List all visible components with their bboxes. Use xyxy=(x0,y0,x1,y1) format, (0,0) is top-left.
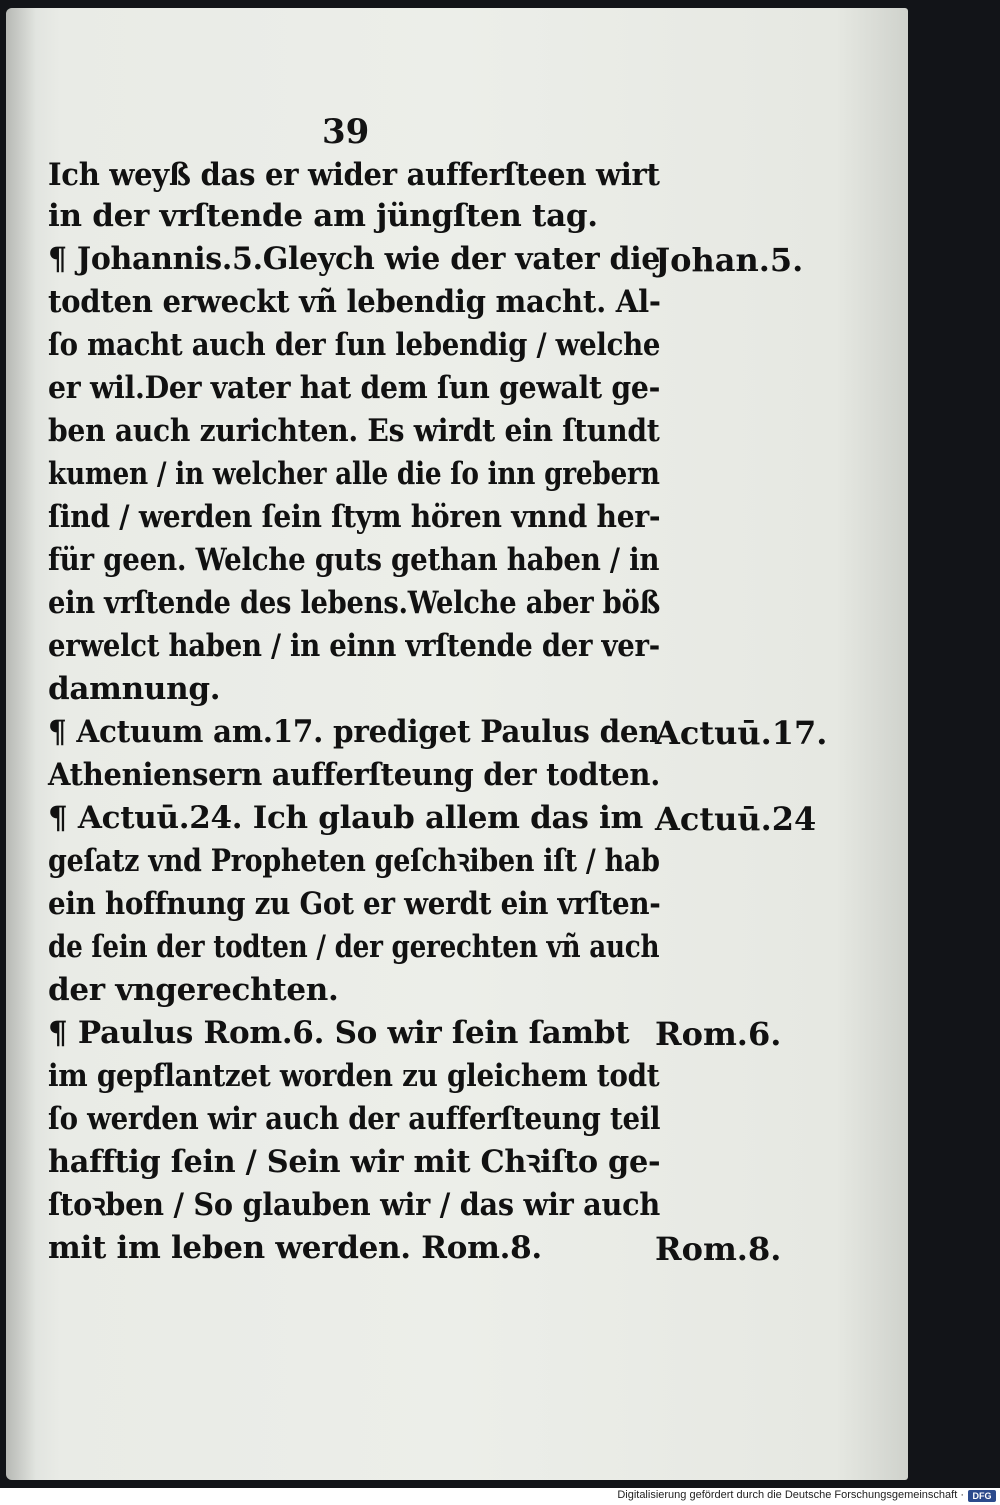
text-line: er wil.Der vater hat dem ſun gewalt ge- xyxy=(48,370,661,406)
text-line: für geen. Welche guts gethan haben / in xyxy=(48,542,660,578)
text-line: ſo macht auch der ſun lebendig / welche xyxy=(48,327,661,363)
text-line: ſtoꝛben / So glauben wir / das wir auch xyxy=(48,1187,660,1223)
text-line: ¶ Actuū.24. Ich glaub allem das im xyxy=(48,800,643,836)
page-gutter-shadow xyxy=(6,8,36,1480)
page-number: 39 xyxy=(322,112,370,152)
dfg-logo: DFG xyxy=(968,1490,996,1502)
text-line: geſatz vnd Propheten geſchꝛiben iſt / hab xyxy=(48,843,660,879)
marginal-note: Rom.8. xyxy=(655,1230,782,1268)
marginal-note: Rom.6. xyxy=(655,1015,782,1053)
text-line: ein vrſtende des lebens.Welche aber böß xyxy=(48,585,661,621)
text-line: ſo werden wir auch der aufferſteung teil xyxy=(48,1101,661,1137)
text-line: hafftig ſein / Sein wir mit Chꝛiſto ge- xyxy=(48,1144,661,1180)
text-line: ¶ Johannis.5.Gleych wie der vater die xyxy=(48,241,661,277)
text-line: Ich weyß das er wider aufferſteen wirt xyxy=(48,157,660,193)
text-line: mit im leben werden. Rom.8. xyxy=(48,1230,542,1266)
marginal-note: Actuū.17. xyxy=(655,714,828,752)
text-line: ben auch zurichten. Es wirdt ein ſtundt xyxy=(48,413,660,449)
text-line: der vngerechten. xyxy=(48,972,339,1008)
text-line: erwelct haben / in einn vrſtende der ver- xyxy=(48,628,660,664)
marginal-note: Johan.5. xyxy=(655,241,804,279)
marginal-note: Actuū.24 xyxy=(655,800,817,838)
text-line: kumen / in welcher alle die ſo inn grebern xyxy=(48,456,660,492)
text-line: ¶ Actuum am.17. prediget Paulus den xyxy=(48,714,660,750)
text-line: ein hoffnung zu Got er werdt ein vrſten- xyxy=(48,886,661,922)
text-line: in der vrſtende am jüngſten tag. xyxy=(48,198,598,234)
text-line: todten erweckt vñ lebendig macht. Al- xyxy=(48,284,661,320)
text-line: im gepflantzet worden zu gleichem todt xyxy=(48,1058,660,1094)
text-line: ¶ Paulus Rom.6. So wir ſein ſambt xyxy=(48,1015,630,1051)
digitization-credit: Digitalisierung gefördert durch die Deutsche Forschungsgemeinschaft · xyxy=(617,1489,964,1501)
text-line: de ſein der todten / der gerechten vñ auch xyxy=(48,929,660,965)
text-line: damnung. xyxy=(48,671,221,707)
text-line: Atheniensern aufferſteung der todten. xyxy=(48,757,661,793)
text-line: ſind / werden ſein ſtym hören vnnd her- xyxy=(48,499,661,535)
